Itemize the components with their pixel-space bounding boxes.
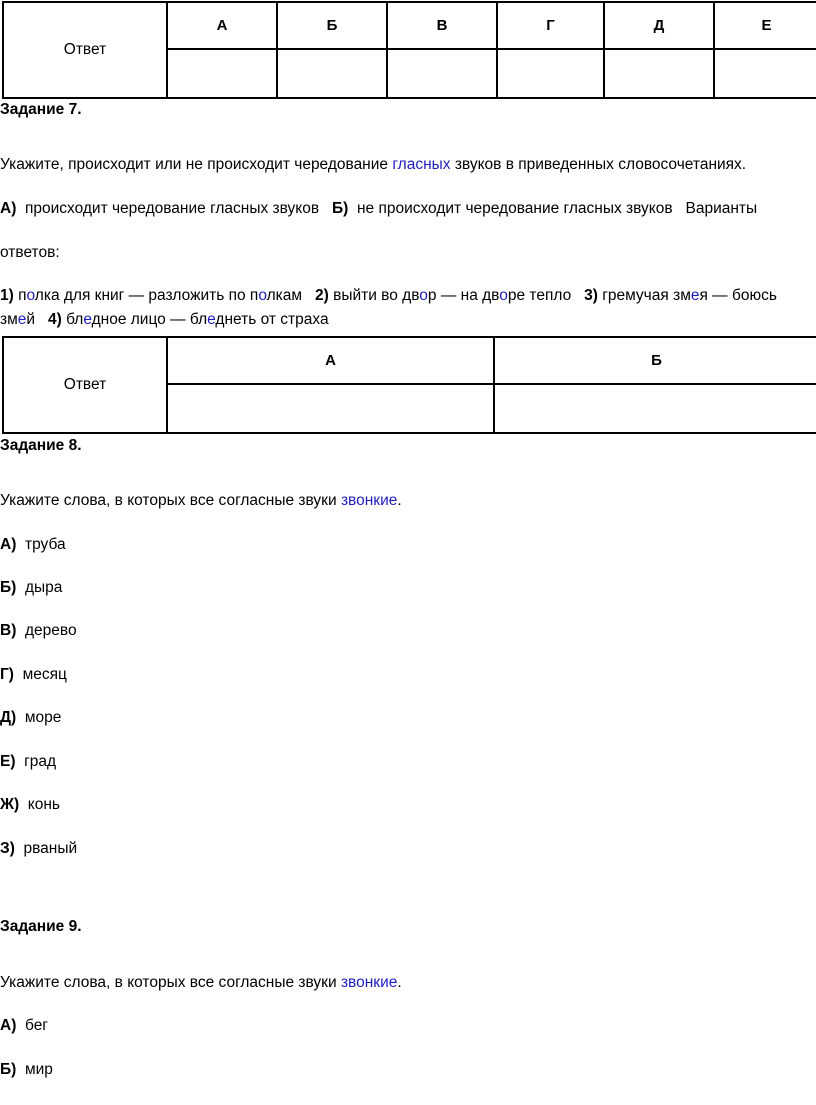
option-label: Б) bbox=[0, 579, 17, 596]
answer-cell-d[interactable] bbox=[604, 49, 714, 98]
column-header-b: Б bbox=[494, 337, 816, 384]
option-label: Г) bbox=[0, 666, 14, 683]
option-label: А) bbox=[0, 536, 17, 553]
column-header-b: Б bbox=[277, 2, 387, 49]
option-text: море bbox=[24, 709, 62, 726]
option-text: рваный bbox=[23, 840, 78, 857]
task-8-question: Укажите слова, в которых все согласные звуки звонкие. bbox=[0, 492, 402, 509]
option-text: град bbox=[24, 753, 57, 770]
column-header-g: Г bbox=[497, 2, 604, 49]
answer-cell-v[interactable] bbox=[387, 49, 497, 98]
option-label: Б) bbox=[0, 1061, 17, 1078]
answer-cell-b[interactable] bbox=[494, 384, 816, 433]
task-9-option bbox=[0, 1017, 48, 1035]
option-label: А) bbox=[0, 1017, 17, 1034]
task-8-option bbox=[0, 840, 77, 858]
answer-cell-e[interactable] bbox=[714, 49, 816, 98]
option-a-label: А) bbox=[0, 200, 17, 217]
highlight-word: гласных bbox=[392, 156, 451, 173]
option-label: В) bbox=[0, 622, 17, 639]
task-8-title: Задание 8. bbox=[0, 437, 82, 454]
option-a-text: происходит чередование гласных звуков bbox=[16, 200, 333, 217]
task-8-option bbox=[0, 753, 56, 771]
task-8-option bbox=[0, 536, 66, 554]
task-8-option bbox=[0, 622, 77, 640]
option-label: Е) bbox=[0, 753, 16, 770]
task-7-items-line-2: змей 4) бледное лицо — бледнеть от страха bbox=[0, 311, 329, 328]
task-7-options-line bbox=[0, 200, 757, 218]
option-label: Д) bbox=[0, 709, 17, 726]
column-header-a: А bbox=[167, 337, 494, 384]
answer-cell-a[interactable] bbox=[167, 49, 277, 98]
option-b-text: не происходит чередование гласных звуков Варианты bbox=[348, 200, 758, 217]
task-7-title: Задание 7. bbox=[0, 101, 82, 118]
answer-label: Ответ bbox=[3, 337, 167, 433]
option-text: конь bbox=[27, 796, 61, 813]
answer-cell-g[interactable] bbox=[497, 49, 604, 98]
answer-label: Ответ bbox=[3, 2, 167, 98]
task-9-option bbox=[0, 1061, 53, 1079]
task-9-title: Задание 9. bbox=[0, 918, 82, 935]
task-8-option bbox=[0, 666, 67, 684]
option-text: мир bbox=[24, 1061, 53, 1078]
option-label: З) bbox=[0, 840, 15, 857]
task-9-question: Укажите слова, в которых все согласные звуки звонкие. bbox=[0, 974, 402, 991]
answer-cell-a[interactable] bbox=[167, 384, 494, 433]
answer-table-1 bbox=[2, 1, 816, 99]
answers-word: ответов: bbox=[0, 244, 60, 261]
option-text: труба bbox=[24, 536, 66, 553]
option-b-label: Б) bbox=[332, 200, 349, 217]
option-label: Ж) bbox=[0, 796, 20, 813]
highlight-word: звонкие bbox=[340, 492, 398, 509]
option-text: бег bbox=[24, 1017, 48, 1034]
option-text: месяц bbox=[22, 666, 67, 683]
answer-table-2 bbox=[2, 336, 816, 434]
task-7-items-line-1: 1) полка для книг — разложить по полкам 2) выйти во двор — на дворе тепло 3) гремучая змея — боюсь bbox=[0, 287, 777, 304]
column-header-d: Д bbox=[604, 2, 714, 49]
column-header-a: А bbox=[167, 2, 277, 49]
task-7-question: Укажите, происходит или не происходит чередование гласных звуков в приведенных словосочетаниях. bbox=[0, 156, 747, 173]
option-text: дыра bbox=[24, 579, 63, 596]
option-text: дерево bbox=[24, 622, 77, 639]
highlight-word: звонкие bbox=[340, 974, 398, 991]
column-header-v: В bbox=[387, 2, 497, 49]
task-8-option bbox=[0, 796, 60, 814]
task-8-option bbox=[0, 579, 62, 597]
column-header-e: Е bbox=[714, 2, 816, 49]
answer-cell-b[interactable] bbox=[277, 49, 387, 98]
task-8-option bbox=[0, 709, 61, 727]
